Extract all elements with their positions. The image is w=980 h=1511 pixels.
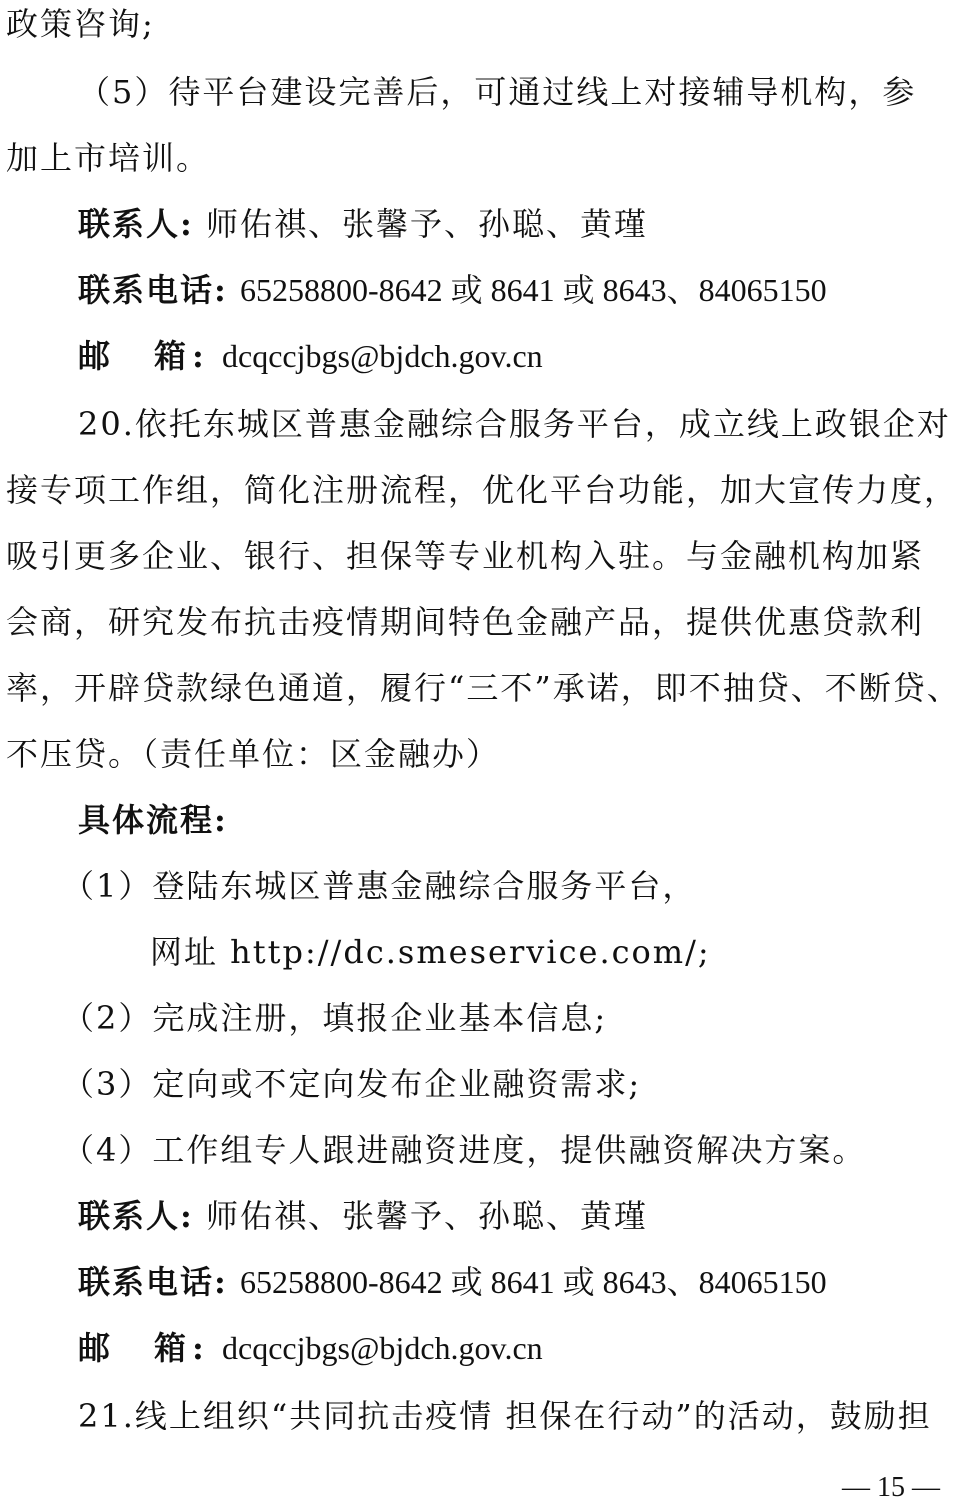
contact-value: 师佑祺、张馨予、孙聪、黄瑾 <box>206 205 649 243</box>
contact-label: 联系人: <box>78 205 194 243</box>
paragraph-20-line-6: 不压贷。（责任单位：区金融办） <box>6 735 501 773</box>
phone-line-2 <box>78 1262 827 1302</box>
page-number: — 15 — <box>842 1472 940 1503</box>
phone-label: 联系电话: <box>78 1263 228 1301</box>
paragraph-20-line-5: 率，开辟贷款绿色通道，履行“三不”承诺，即不抽贷、不断贷、 <box>6 669 961 707</box>
text-line: 政策咨询; <box>6 5 155 43</box>
text-line <box>78 72 970 112</box>
email-label: 邮 箱: <box>78 337 210 375</box>
contact-label: 联系人: <box>78 1197 194 1235</box>
phone-line-1 <box>78 270 827 310</box>
process-step-2: （2）完成注册，填报企业基本信息; <box>62 999 608 1037</box>
contact-line-2 <box>78 1196 648 1236</box>
paragraph-20-line-1: 20.依托东城区普惠金融综合服务平台，成立线上政银企对 <box>78 405 951 443</box>
email-label: 邮 箱: <box>78 1329 210 1367</box>
process-heading: 具体流程: <box>78 801 228 839</box>
email-line-2 <box>78 1328 543 1368</box>
phone-label: 联系电话: <box>78 271 228 309</box>
text-line: 加上市培训。 <box>6 139 211 177</box>
email-line-1 <box>78 336 543 376</box>
contact-value: 师佑祺、张馨予、孙聪、黄瑾 <box>206 1197 649 1235</box>
email-value: dcqccjbgs@bjdch.gov.cn <box>222 1330 543 1366</box>
paragraph-20-line-3: 吸引更多企业、银行、担保等专业机构入驻。与金融机构加紧 <box>6 537 925 575</box>
process-step-4: （4）工作组专人跟进融资进度，提供融资解决方案。 <box>62 1131 867 1169</box>
text-line-content: （5）待平台建设完善后，可通过线上对接辅导机构，参 <box>78 73 917 111</box>
phone-value: 65258800-8642 或 8641 或 8643、84065150 <box>240 1264 827 1300</box>
process-step-1: （1）登陆东城区普惠金融综合服务平台， <box>62 867 697 905</box>
process-step-1-url: 网址 http://dc.smeservice.com/; <box>150 933 711 971</box>
phone-value: 65258800-8642 或 8641 或 8643、84065150 <box>240 272 827 308</box>
paragraph-21-line-1: 21.线上组织“共同抗击疫情 担保在行动”的活动，鼓励担 <box>78 1397 932 1435</box>
contact-line-1 <box>78 204 648 244</box>
paragraph-20-line-4: 会商，研究发布抗击疫情期间特色金融产品，提供优惠贷款利 <box>6 603 925 641</box>
email-value: dcqccjbgs@bjdch.gov.cn <box>222 338 543 374</box>
paragraph-20-line-2: 接专项工作组，简化注册流程，优化平台功能，加大宣传力度， <box>6 471 959 509</box>
process-step-3: （3）定向或不定向发布企业融资需求; <box>62 1065 642 1103</box>
